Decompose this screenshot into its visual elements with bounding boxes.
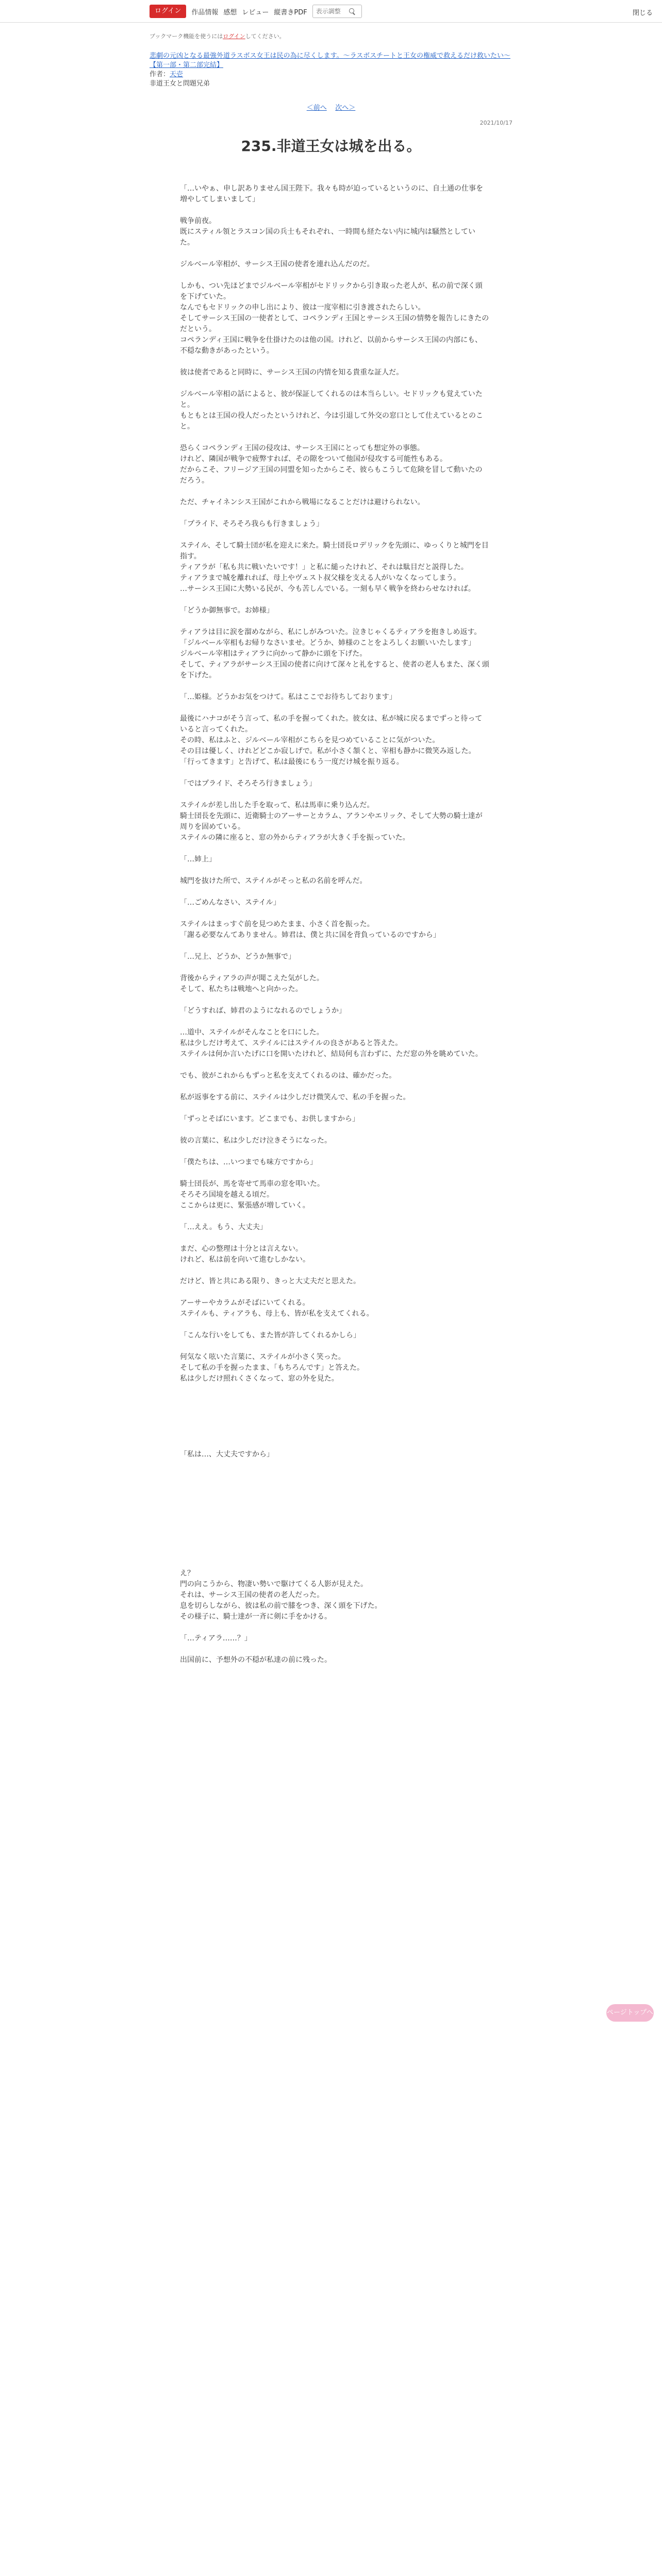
body-paragraph: 「…ティアラ……？」 bbox=[180, 1634, 252, 1642]
author-link[interactable]: 天壱 bbox=[170, 71, 184, 78]
nav-reviews[interactable]: レビュー bbox=[242, 8, 269, 16]
pager-top bbox=[0, 102, 662, 112]
publish-date: 2021/10/17 bbox=[479, 120, 512, 126]
body-paragraph: 「ジルベール宰相もお帰りなさいませ。どうか、姉様のことをよろしくお願いいたします」 bbox=[180, 639, 475, 647]
body-paragraph: 何気なく呟いた言葉に、ステイルが小さく笑った。 bbox=[180, 1353, 345, 1361]
series-meta bbox=[150, 70, 510, 79]
body-paragraph: ステイルが差し出した手を取って、私は馬車に乗り込んだ。 bbox=[180, 801, 374, 809]
body-paragraph: そろそろ国境を越える頃だ。 bbox=[180, 1191, 274, 1199]
body-paragraph: 私は少しだけ考えて、ステイルにはステイルの良さがあると答えた。 bbox=[180, 1039, 403, 1047]
body-paragraph bbox=[180, 995, 489, 1006]
body-paragraph: 恐らくコペランディ王国の侵攻は、サーシス王国にとっても想定外の事態。 bbox=[180, 444, 424, 452]
body-paragraph: 既にスティル領とラスコン国の兵士もそれぞれ、一時間も経たない内に城内は騒然としていた。 bbox=[180, 228, 476, 247]
body-paragraph bbox=[180, 1060, 489, 1071]
body-paragraph: …サーシス王国に大勢いる民が、今も苦しんでいる。一刻も早く戦争を終わらせなければ。 bbox=[180, 585, 475, 593]
body-paragraph: ティアラは目に涙を溜めながら、私にしがみついた。泣きじゃくるティアラを抱きしめ返す。 bbox=[180, 628, 482, 636]
body-paragraph bbox=[180, 1016, 489, 1027]
body-paragraph: 「プライド、そろそろ我らも行きましょう」 bbox=[180, 520, 324, 528]
body-paragraph bbox=[180, 681, 489, 692]
body-paragraph bbox=[180, 887, 489, 897]
close-menu-link[interactable]: 閉じる bbox=[632, 9, 653, 17]
body-paragraph bbox=[180, 1395, 489, 1406]
body-paragraph bbox=[180, 1547, 489, 1557]
top-bar bbox=[0, 0, 662, 23]
body-paragraph: 「…ええ。もう、大丈夫」 bbox=[180, 1223, 267, 1231]
nav-impressions[interactable]: 感想 bbox=[223, 8, 237, 16]
body-paragraph: 門の向こうから、物凄い勢いで駆けてくる人影が見えた。 bbox=[180, 1580, 368, 1588]
body-paragraph: もともとは王国の役人だったというけれど、今は引退して外交の窓口として仕えているとのこと。 bbox=[180, 412, 483, 431]
body-paragraph bbox=[180, 1406, 489, 1417]
body-paragraph: 私は少しだけ照れくさくなって、窓の外を見た。 bbox=[180, 1375, 339, 1383]
body-paragraph bbox=[180, 1146, 489, 1157]
body-paragraph bbox=[180, 1125, 489, 1136]
body-paragraph: その時、私はふと、ジルベール宰相がこちらを見つめていることに気がついた。 bbox=[180, 736, 440, 744]
body-paragraph bbox=[180, 1233, 489, 1244]
body-paragraph bbox=[180, 595, 489, 605]
body-paragraph: なんでもセドリックの申し出により、彼は一度宰相に引き渡されたらしい。 bbox=[180, 303, 425, 312]
chapter-group: 非道王女と問題兄弟 bbox=[150, 80, 210, 88]
series-title-part2[interactable]: ラスボスチートと王女の権威で救えるだけ救いたい〜【第一部・第二部完結】 bbox=[150, 52, 510, 69]
body-paragraph bbox=[180, 1384, 489, 1395]
series-title-link[interactable] bbox=[150, 52, 510, 70]
body-paragraph: 「…姉上」 bbox=[180, 855, 216, 863]
body-paragraph: 私が返事をする前に、ステイルは少しだけ微笑んで、私の手を握った。 bbox=[180, 1093, 410, 1101]
body-paragraph: ジルベール宰相の話によると、彼が保証してくれるのは本当らしい。セドリックも覚えていたと。 bbox=[180, 390, 483, 409]
body-paragraph: アーサーやカラムがそばにいてくれる。 bbox=[180, 1299, 310, 1307]
body-paragraph bbox=[180, 1503, 489, 1514]
series-info bbox=[150, 52, 510, 89]
body-paragraph: 「…兄上、どうか、どうか無事で」 bbox=[180, 953, 295, 961]
body-paragraph bbox=[180, 1482, 489, 1493]
next-link-top[interactable]: 次へ＞ bbox=[335, 104, 356, 112]
body-paragraph bbox=[180, 1557, 489, 1568]
body-paragraph bbox=[180, 1622, 489, 1633]
body-paragraph: ステイルはまっすぐ前を見つめたまま、小さく首を振った。 bbox=[180, 920, 374, 928]
body-paragraph bbox=[180, 357, 489, 367]
body-paragraph: 最後にハナコがそう言って、私の手を握ってくれた。彼女は、私が城に戻るまでずっと待っていると言ってくれた。 bbox=[180, 715, 483, 734]
series-title-sep[interactable]: 〜 bbox=[343, 52, 350, 60]
body-paragraph: 彼の言葉に、私は少しだけ泣きそうになった。 bbox=[180, 1137, 332, 1145]
body-paragraph: コペランディ王国に戦争を仕掛けたのは他の国。けれど、以前からサーシス王国の内部にも、不穏な動きがあったという。 bbox=[180, 336, 483, 355]
body-paragraph: その様子に、騎士達が一斉に剣に手をかける。 bbox=[180, 1613, 332, 1621]
body-paragraph: ステイルも、ティアラも、母上も、皆が私を支えてくれる。 bbox=[180, 1310, 374, 1318]
body-paragraph bbox=[180, 789, 489, 800]
body-paragraph bbox=[180, 508, 489, 519]
body-paragraph bbox=[180, 1438, 489, 1449]
body-paragraph: 彼は使者であると同時に、サーシス王国の内情を知る貴重な証人だ。 bbox=[180, 368, 404, 377]
body-paragraph: ただ、チャイネンシス王国がこれから戦場になることだけは避けられない。 bbox=[180, 498, 425, 506]
body-paragraph bbox=[180, 941, 489, 952]
body-paragraph: その目は優しく、けれどどこか寂しげで。私が小さく頷くと、宰相も静かに微笑み返した。 bbox=[180, 747, 476, 755]
body-paragraph: 「どうすれば、姉君のようになれるのでしょうか」 bbox=[180, 1007, 346, 1015]
body-paragraph: 背後からティアラの声が聞こえた気がした。 bbox=[180, 974, 324, 982]
body-paragraph bbox=[180, 1644, 489, 1655]
author-label: 作者： bbox=[150, 71, 170, 78]
login-button[interactable]: ログイン bbox=[150, 5, 186, 18]
page-top-button[interactable]: ページトップへ bbox=[606, 2004, 654, 2022]
body-paragraph: 「どうか御無事で。お姉様」 bbox=[180, 606, 274, 615]
body-paragraph: でも、彼がこれからもずっと私を支えてくれるのは、確かだった。 bbox=[180, 1072, 396, 1080]
body-paragraph bbox=[180, 1341, 489, 1352]
body-paragraph: ここからは更に、緊張感が増していく。 bbox=[180, 1201, 310, 1210]
body-paragraph bbox=[180, 616, 489, 627]
body-paragraph: 「謝る必要なんてありません。姉君は、僕と共に国を背負っているのですから」 bbox=[180, 931, 440, 939]
body-paragraph: 「僕たちは、…いつまでも味方ですから」 bbox=[180, 1158, 317, 1166]
bookmark-info-suffix: してください。 bbox=[245, 33, 285, 40]
body-paragraph bbox=[180, 1493, 489, 1503]
chapter-title: 235.非道王女は城を出る。 bbox=[241, 138, 421, 155]
body-paragraph: そして、ティアラがサーシス王国の使者に向けて深々と礼をすると、使者の老人もまた、深く頭を下げた。 bbox=[180, 660, 489, 680]
nav-vertical-pdf[interactable]: 縦書きPDF bbox=[274, 8, 307, 16]
prev-link-top[interactable]: ＜前へ bbox=[306, 104, 327, 112]
body-paragraph bbox=[180, 205, 489, 216]
body-paragraph bbox=[180, 1103, 489, 1114]
body-paragraph bbox=[180, 1287, 489, 1298]
body-paragraph: そしてサーシス王国の一使者として、コペランディ王国とサーシス王国の情勢を報告しにきたのだという。 bbox=[180, 314, 489, 333]
body-paragraph bbox=[180, 1265, 489, 1276]
body-paragraph: 「行ってきます」と告げて、私は最後にもう一度だけ城を振り返る。 bbox=[180, 758, 404, 766]
body-paragraph bbox=[180, 843, 489, 854]
chapter-body bbox=[180, 183, 489, 1666]
body-paragraph bbox=[180, 378, 489, 389]
body-paragraph: 「…ごめんなさい、ステイル」 bbox=[180, 899, 280, 907]
body-paragraph bbox=[180, 1168, 489, 1179]
body-paragraph: 騎士団長を先頭に、近衛騎士のアーサーとカラム、アランやエリック、そして大勢の騎士達が周りを固めている。 bbox=[180, 812, 483, 831]
body-paragraph: 「…いやぁ、申し訳ありません国王陛下。我々も時が迫っているというのに、自土通の仕事を増やしてしまいまして」 bbox=[180, 184, 483, 204]
body-paragraph: え？ bbox=[180, 1569, 194, 1578]
body-paragraph: けれど、私は前を向いて進むしかない。 bbox=[180, 1256, 310, 1264]
body-paragraph bbox=[180, 248, 489, 259]
body-paragraph bbox=[180, 1471, 489, 1482]
body-paragraph: だからこそ、フリージア王国の同盟を知ったからこそ、彼らもこうして危険を冒して動いたのだろう。 bbox=[180, 466, 483, 485]
body-paragraph bbox=[180, 270, 489, 281]
body-paragraph: 「…姫様。どうかお気をつけて。私はここでお待ちしております」 bbox=[180, 693, 396, 701]
body-paragraph bbox=[180, 1319, 489, 1330]
body-paragraph: ステイルの隣に座ると、窓の外からティアラが大きく手を振っていた。 bbox=[180, 834, 410, 842]
body-paragraph: ティアラまで城を離れれば、母上やヴェスト叔父様を支える人がいなくなってしまう。 bbox=[180, 574, 461, 582]
body-paragraph: 息を切らしながら、彼は私の前で膝をつき、深く頭を下げた。 bbox=[180, 1602, 382, 1610]
body-paragraph bbox=[180, 530, 489, 540]
search-icon[interactable] bbox=[349, 8, 355, 14]
body-paragraph bbox=[180, 865, 489, 876]
body-paragraph: 「ずっとそばにいます。どこまでも、お供しますから」 bbox=[180, 1115, 360, 1123]
body-paragraph: そして私の手を握ったまま、「もちろんです」と答えた。 bbox=[180, 1364, 364, 1372]
display-settings-input[interactable] bbox=[316, 8, 347, 15]
body-paragraph bbox=[180, 1536, 489, 1547]
bookmark-info bbox=[150, 32, 510, 40]
body-paragraph: ティアラが「私も共に戦いたいです！」と私に縋ったけれど、それは駄目だと説得した。 bbox=[180, 563, 468, 571]
body-paragraph bbox=[180, 1081, 489, 1092]
body-paragraph: しかも、つい先ほどまでジルベール宰相がセドリックから引き取った老人が、私の前で深く頭を下げていた。 bbox=[180, 282, 483, 301]
body-paragraph: ステイルは何か言いたげに口を開いたけれど、結局何も言わずに、ただ窓の外を眺めていた。 bbox=[180, 1050, 483, 1058]
body-paragraph bbox=[180, 1211, 489, 1222]
bookmark-info-prefix: ブックマーク機能を使うには bbox=[150, 33, 223, 40]
body-paragraph: 「こんな行いをしても、また皆が許してくれるかしら」 bbox=[180, 1331, 360, 1340]
bookmark-info-login-link[interactable]: ログイン bbox=[223, 33, 245, 40]
top-nav bbox=[150, 0, 362, 23]
body-paragraph: ジルベール宰相が、サーシス王国の使者を連れ込んだのだ。 bbox=[180, 260, 374, 268]
body-paragraph: そして、私たちは戦地へと向かった。 bbox=[180, 985, 303, 993]
body-paragraph: ジルベール宰相はティアラに向かって静かに頭を下げた。 bbox=[180, 650, 367, 658]
body-paragraph bbox=[180, 1428, 489, 1438]
body-paragraph: ステイル、そして騎士団が私を迎えに来た。騎士団長ロデリックを先頭に、ゆっくりと城門を目指す。 bbox=[180, 541, 489, 561]
body-paragraph bbox=[180, 1417, 489, 1428]
body-paragraph: まだ、心の整理は十分とは言えない。 bbox=[180, 1245, 303, 1253]
body-paragraph: 「ではプライド、そろそろ行きましょう」 bbox=[180, 779, 317, 788]
body-paragraph bbox=[180, 768, 489, 778]
body-paragraph: けれど、隣国が戦争で疲弊すれば、その隙をついて他国が侵攻する可能性もある。 bbox=[180, 455, 447, 463]
body-paragraph: 騎士団長が、馬を寄せて馬車の窓を叩いた。 bbox=[180, 1180, 324, 1188]
body-paragraph: 「私は…、大丈夫ですから」 bbox=[180, 1450, 274, 1459]
body-paragraph bbox=[180, 908, 489, 919]
body-paragraph: …道中、ステイルがそんなことを口にした。 bbox=[180, 1028, 324, 1037]
nav-works-info[interactable]: 作品情報 bbox=[191, 8, 219, 16]
body-paragraph: だけど、皆と共にある限り、きっと大丈夫だと思えた。 bbox=[180, 1277, 360, 1285]
body-paragraph bbox=[180, 486, 489, 497]
body-paragraph bbox=[180, 1514, 489, 1525]
body-paragraph: それは、サーシス王国の使者の老人だった。 bbox=[180, 1591, 324, 1599]
body-paragraph bbox=[180, 1460, 489, 1471]
body-paragraph bbox=[180, 703, 489, 714]
display-settings-box[interactable] bbox=[312, 5, 362, 18]
body-paragraph bbox=[180, 432, 489, 443]
body-paragraph bbox=[180, 962, 489, 973]
series-title-part1[interactable]: 悲劇の元凶となる最強外道ラスボス女王は民の為に尽くします。 bbox=[150, 52, 343, 60]
body-paragraph bbox=[180, 1525, 489, 1536]
body-paragraph: 戦争前夜。 bbox=[180, 217, 216, 225]
body-paragraph: 出国前に、予想外の不穏が私達の前に残った。 bbox=[180, 1656, 332, 1664]
body-paragraph: 城門を抜けた所で、ステイルがそっと私の名前を呼んだ。 bbox=[180, 877, 367, 885]
